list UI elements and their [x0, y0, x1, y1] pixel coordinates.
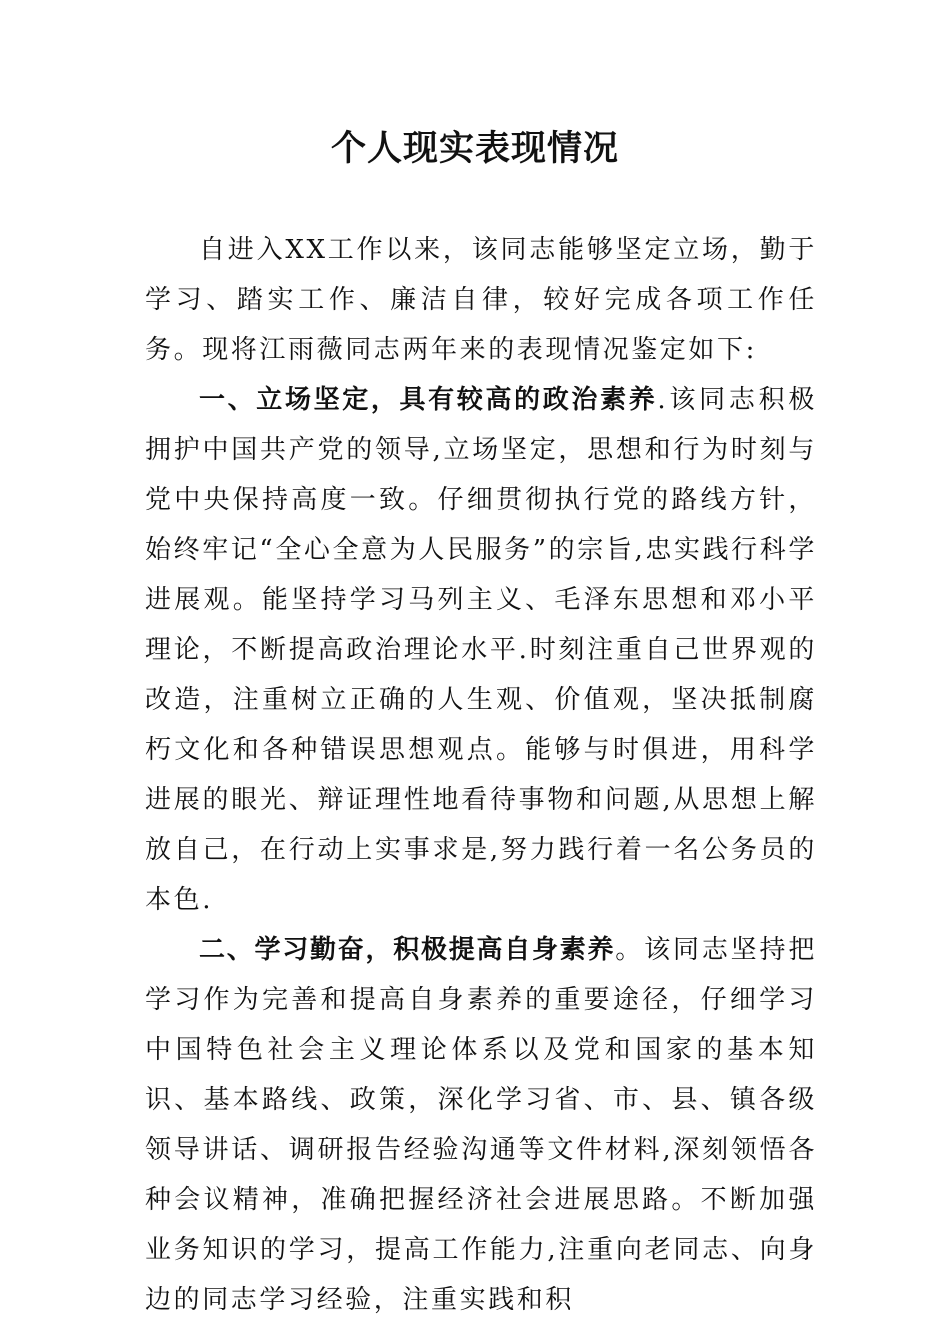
- section-two-paragraph: [145, 925, 817, 1325]
- section-one-text: .该同志积极拥护中国共产党的领导,立场坚定，思想和行为时刻与党中央保持高度一致。仔细贯彻执行党的路线方针，始终牢记“全心全意为人民服务”的宗旨,忠实践行科学进展观。能坚持学习马列主义、毛泽东思想和邓小平理论，不断提高政治理论水平.时刻注重自己世界观的改造，注重树立正确的人生观、价值观，坚决抵制腐朽文化和各种错误思想观点。能够与时俱进，用科学进展的眼光、辩证理性地看待事物和问题,从思想上解放自己，在行动上实事求是,努力践行着一名公务员的本色.: [145, 385, 817, 915]
- section-one-heading: 一、立场坚定，具有较高的政治素养: [199, 385, 658, 415]
- document-title: 个人现实表现情况: [330, 128, 619, 169]
- document-body: [145, 225, 817, 1325]
- section-two-heading: 二、学习勤奋，积极提高自身素养: [199, 935, 616, 965]
- intro-paragraph: [145, 225, 817, 375]
- section-one-paragraph: [145, 375, 817, 925]
- section-two-text: 。该同志坚持把学习作为完善和提高自身素养的重要途径，仔细学习中国特色社会主义理论体系以及党和国家的基本知识、基本路线、政策，深化学习省、市、县、镇各级领导讲话、调研报告经验沟通等文件材料,深刻领悟各种会议精神，准确把握经济社会进展思路。不断加强业务知识的学习，提高工作能力,注重向老同志、向身边的同志学习经验，注重实践和积: [145, 935, 817, 1315]
- intro-paragraph-text: 自进入XX工作以来，该同志能够坚定立场，勤于学习、踏实工作、廉洁自律，较好完成各项工作任务。现将江雨薇同志两年来的表现情况鉴定如下:: [145, 235, 817, 365]
